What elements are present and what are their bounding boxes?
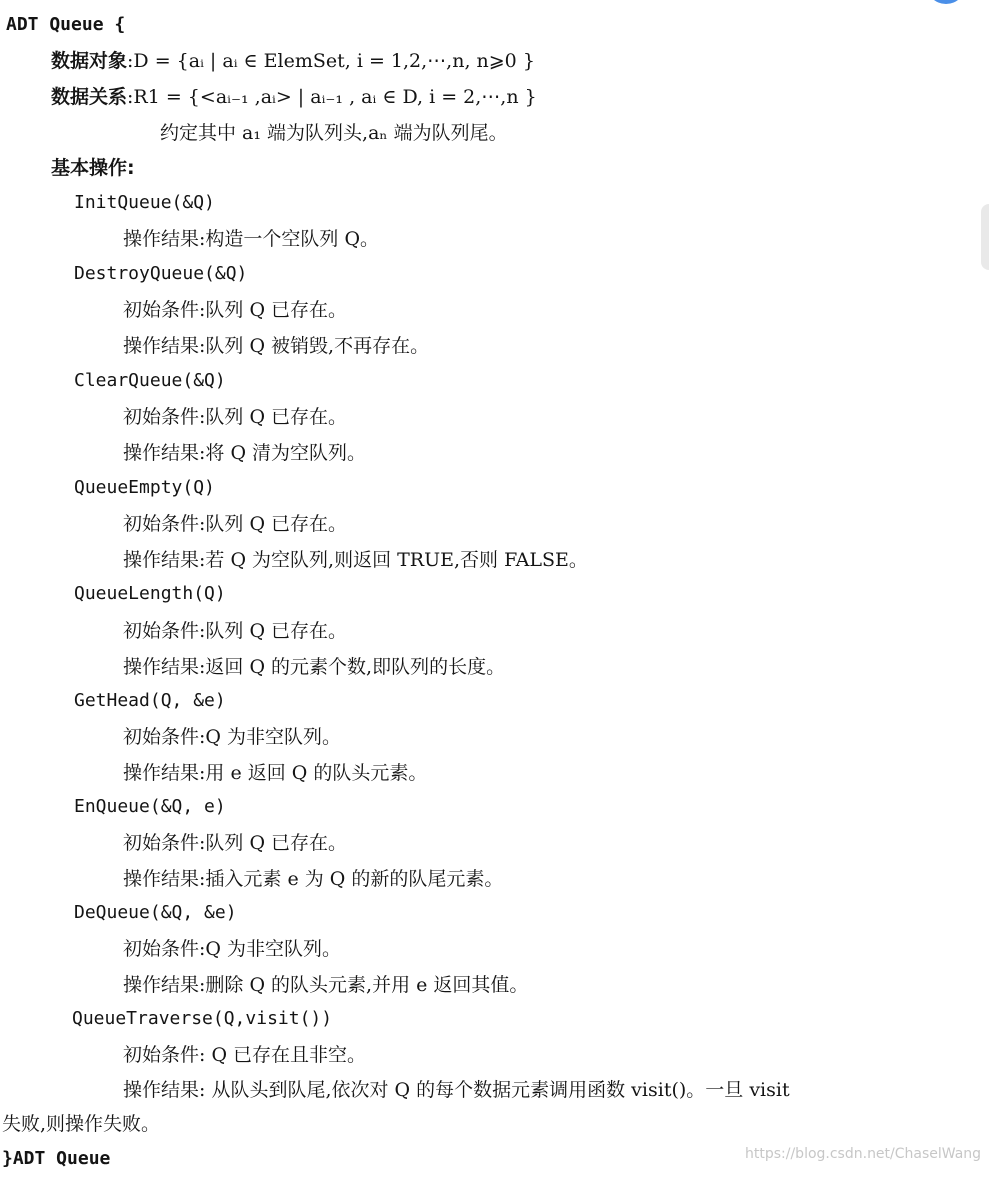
- top-corner-badge: [926, 0, 966, 4]
- op-description: 操作结果:删除 Q 的队头元素,并用 e 返回其值。: [123, 974, 529, 996]
- data-relation-value: :R1 = {<aᵢ₋₁ ,aᵢ> | aᵢ₋₁ , aᵢ ∈ D, i = 2,⋯,n }: [127, 86, 537, 108]
- data-object-line: [51, 48, 535, 74]
- op-description: 操作结果:将 Q 清为空队列。: [123, 442, 367, 464]
- op-description: 初始条件:队列 Q 已存在。: [123, 513, 348, 535]
- data-object-value: :D = {aᵢ | aᵢ ∈ ElemSet, i = 1,2,⋯,n, n⩾0 }: [127, 50, 535, 72]
- data-relation-line: [51, 84, 537, 110]
- op-description: 初始条件:队列 Q 已存在。: [123, 299, 348, 321]
- op-description: 操作结果:用 e 返回 Q 的队头元素。: [123, 762, 428, 784]
- op-description: 操作结果:队列 Q 被销毁,不再存在。: [123, 335, 430, 357]
- op-description: 操作结果:若 Q 为空队列,则返回 TRUE,否则 FALSE。: [123, 549, 588, 571]
- op-description: 操作结果: 从队头到队尾,依次对 Q 的每个数据元素调用函数 visit()。一旦 visit: [123, 1079, 790, 1101]
- side-scroll-tab: [981, 204, 989, 270]
- wrapped-continuation: 失败,则操作失败。: [2, 1113, 161, 1135]
- adt-header: ADT Queue {: [6, 14, 126, 35]
- op-description: 初始条件:队列 Q 已存在。: [123, 832, 348, 854]
- op-signature: QueueEmpty(Q): [74, 477, 215, 498]
- basic-ops-label: 基本操作:: [51, 157, 135, 179]
- convention-line: 约定其中 a₁ 端为队列头,aₙ 端为队列尾。: [160, 122, 508, 144]
- op-signature: QueueTraverse(Q,visit()): [72, 1008, 333, 1029]
- op-signature: QueueLength(Q): [74, 583, 226, 604]
- op-description: 初始条件:Q 为非空队列。: [123, 726, 342, 748]
- op-description: 初始条件:队列 Q 已存在。: [123, 406, 348, 428]
- data-object-label: 数据对象: [51, 50, 128, 72]
- op-signature: GetHead(Q, &e): [74, 690, 226, 711]
- data-relation-label: 数据关系: [51, 86, 128, 108]
- op-signature: EnQueue(&Q, e): [74, 796, 226, 817]
- op-signature: DeQueue(&Q, &e): [74, 902, 237, 923]
- op-description: 初始条件: Q 已存在且非空。: [123, 1044, 367, 1066]
- op-signature: ClearQueue(&Q): [74, 370, 226, 391]
- adt-footer: }ADT Queue: [2, 1148, 111, 1169]
- op-signature: InitQueue(&Q): [74, 192, 215, 213]
- op-description: 操作结果:构造一个空队列 Q。: [123, 228, 380, 250]
- watermark-url: https://blog.csdn.net/ChaselWang: [745, 1146, 982, 1162]
- op-description: 初始条件:队列 Q 已存在。: [123, 620, 348, 642]
- op-description: 操作结果:返回 Q 的元素个数,即队列的长度。: [123, 656, 506, 678]
- op-description: 操作结果:插入元素 e 为 Q 的新的队尾元素。: [123, 868, 504, 890]
- op-signature: DestroyQueue(&Q): [74, 263, 248, 284]
- op-description: 初始条件:Q 为非空队列。: [123, 938, 342, 960]
